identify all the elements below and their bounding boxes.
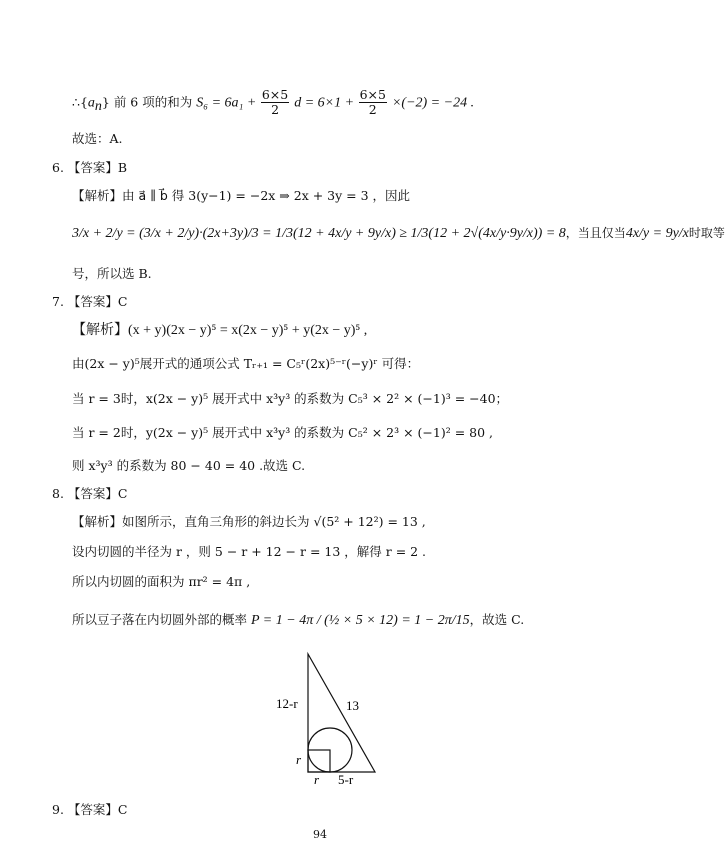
frac-1-den: 2 [271, 102, 280, 118]
frac-1 [261, 88, 289, 118]
sum-eq: S₆ = 6a₁ + [196, 95, 260, 111]
q8-probability-label: 所以豆子落在内切圆外部的概率 [72, 612, 248, 627]
q8-answer: 8. 【答案】C [52, 486, 128, 501]
q7-analysis-c: 当 r = 3时，x(2x − y)⁵ 展开式中 x³y³ 的系数为 C₅³ × 2² × (−1)³ = −40； [72, 391, 509, 406]
q8-analysis-d [72, 614, 524, 628]
q6-analysis-b [72, 227, 725, 241]
frac-2-den: 2 [368, 102, 377, 118]
q6-when: ，当且仅当 [565, 226, 626, 240]
q8-analysis-c: 所以内切圆的面积为 πr² = 4π , [72, 574, 251, 589]
q6-answer: 6. 【答案】B [52, 160, 128, 175]
q7-answer: 7. 【答案】C [52, 294, 128, 309]
page-number: 94 [313, 828, 327, 841]
frac-2-num: 6×5 [359, 87, 386, 102]
q9-answer: 9. 【答案】C [52, 802, 128, 817]
seq-a: a [87, 95, 95, 111]
q7-analysis-d: 当 r = 2时，y(2x − y)⁵ 展开式中 x³y³ 的系数为 C₅² × 2³ × (−1)² = 80 , [72, 425, 494, 440]
triangle [308, 654, 375, 772]
q6-analysis-c: 号，所以选 B. [72, 266, 152, 281]
label-13: 13 [346, 698, 359, 713]
sum-mid: d = 6×1 + [294, 95, 358, 111]
q7-analysis-a: 【解析】(x + y)(2x − y)⁵ = x(2x − y)⁵ + y(2x − y)⁵ , [72, 323, 368, 338]
q8-analysis-a: 【解析】如图所示，直角三角形的斜边长为 √(5² + 12²) = 13 , [72, 514, 426, 529]
q7-analysis-e: 则 x³y³ 的系数为 80 − 40 = 40 .故选 C. [72, 458, 306, 473]
label-r-side: r [296, 752, 302, 767]
label-12-r: 12-r [276, 696, 298, 711]
sum-end: ×(−2) = −24 . [391, 95, 475, 111]
sum-line [72, 88, 474, 118]
q6-eq-holds: 时取等 [688, 226, 725, 240]
sum-text: } 前 6 项的和为 [101, 94, 193, 110]
q7-analysis-b: 由(2x − y)⁵展开式的通项公式 Tᵣ₊₁ = C₅ʳ(2x)⁵⁻ʳ(−y)ʳ 可得： [72, 356, 420, 371]
q6-inequality: 3/x + 2/y = (3/x + 2/y)·(2x+3y)/3 = 1/3(12 + 4x/y + 9y/x) ≥ 1/3(12 + 2√(4x/y·9y/x)) = 8 [72, 226, 566, 241]
frac-2 [359, 88, 387, 118]
therefore-symbol: ∴{ [72, 94, 88, 110]
q6-analysis-a: 【解析】由 a⃗ ∥ b⃗ 得 3(y−1) = −2x ⇒ 2x + 3y = 3 ，因此 [72, 188, 411, 203]
q6-condition: 4x/y = 9y/x [625, 226, 689, 241]
label-r-bottom: r [314, 772, 320, 787]
q8-analysis-b: 设内切圆的半径为 r ，则 5 − r + 12 − r = 13 ，解得 r = 2 . [72, 544, 427, 559]
label-5-r: 5-r [338, 772, 354, 787]
triangle-figure [270, 650, 390, 785]
q8-probability-formula: P = 1 − 4π / (½ × 5 × 12) = 1 − 2π/15 [251, 613, 470, 628]
q8-choose: ，故选 C. [469, 612, 525, 627]
choose-a: 故选：A. [72, 131, 123, 146]
seq-n: n [94, 98, 102, 114]
frac-1-num: 6×5 [261, 87, 289, 102]
